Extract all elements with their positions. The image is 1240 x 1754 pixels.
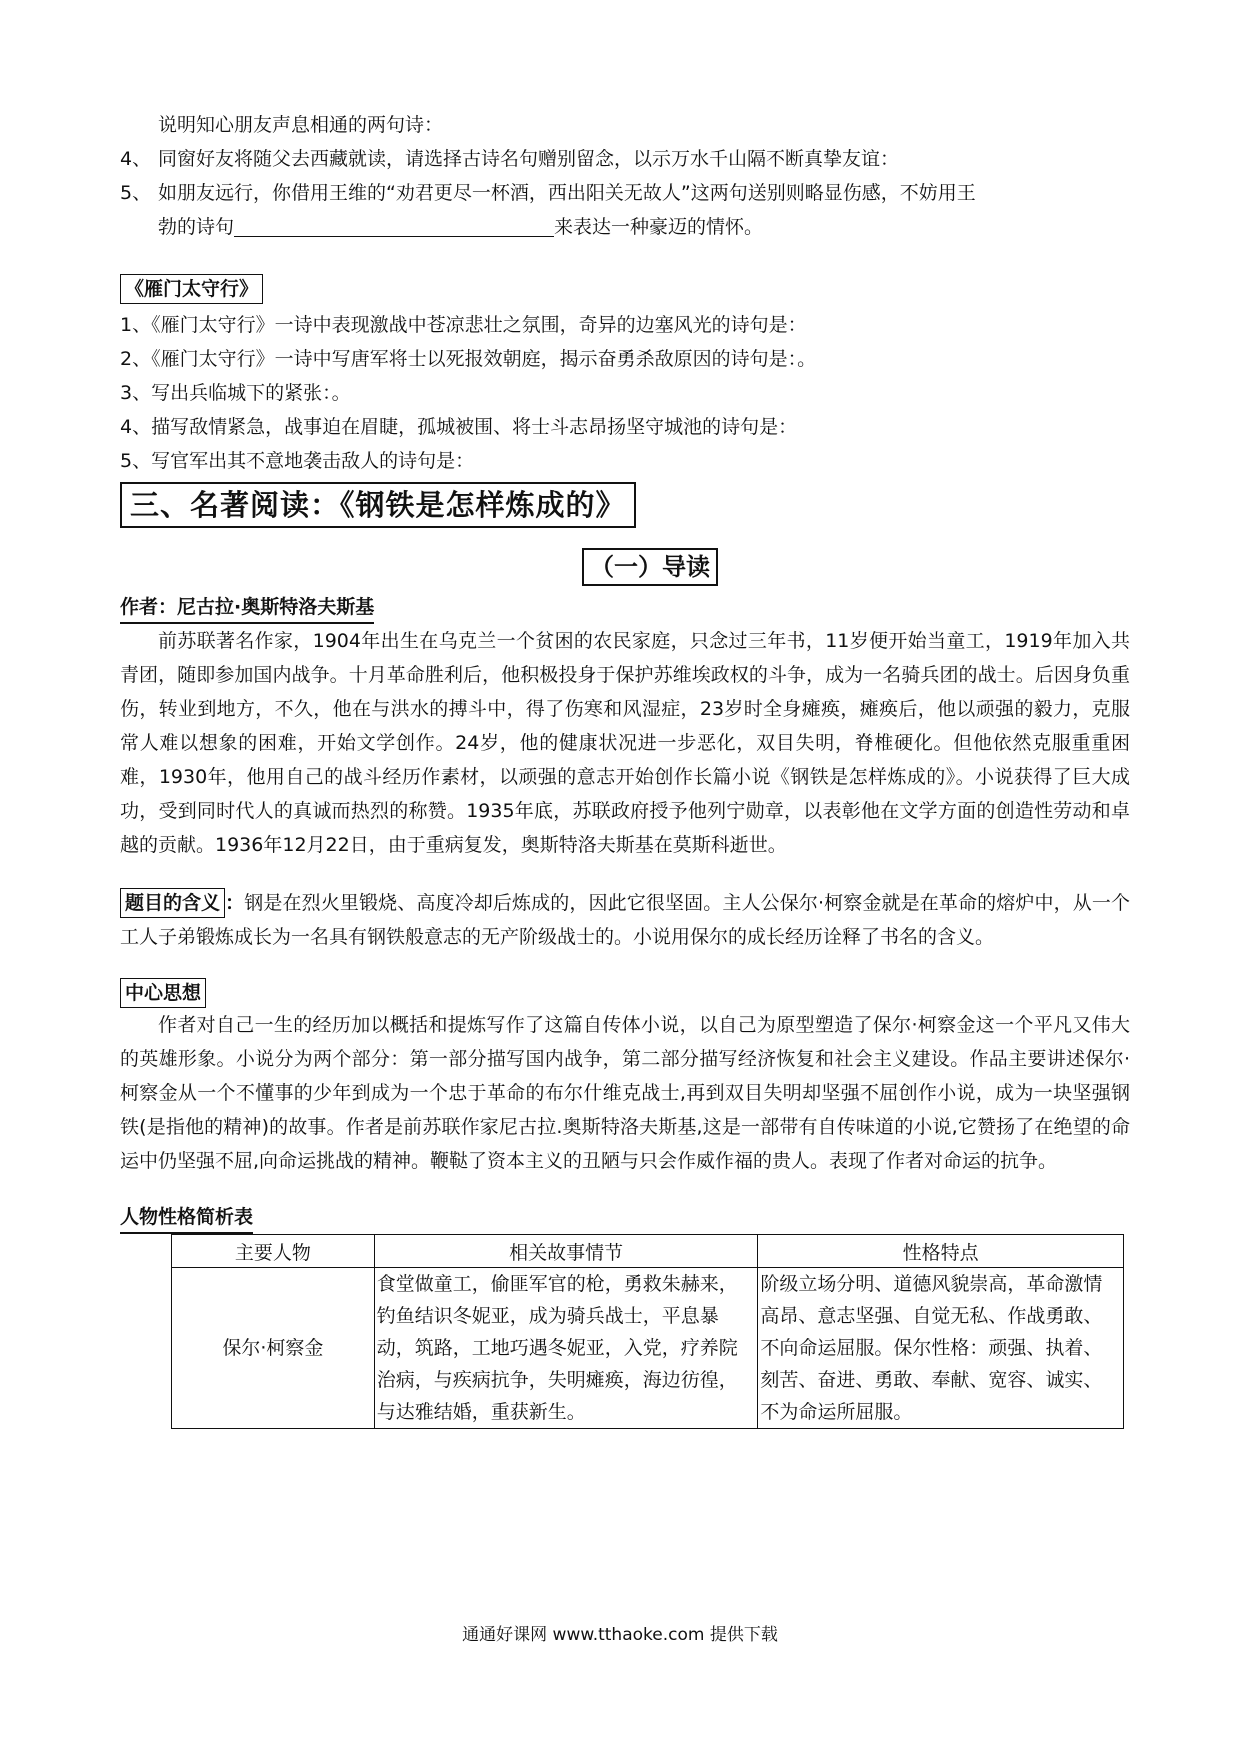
section-3-title: 三、名著阅读：《钢铁是怎样炼成的》	[120, 482, 636, 528]
page-footer: 通通好课网 www.tthaoke.com 提供下载	[462, 1625, 778, 1645]
yanmen-title: 《雁门太守行》	[120, 274, 263, 304]
header-cell: 相关故事情节	[374, 1235, 758, 1268]
table-header-row	[172, 1235, 1124, 1268]
guide-title: （一）导读	[582, 548, 718, 586]
meaning-text: 钢是在烈火里锻烧、高度冷却后炼成的，因此它很坚固。主人公保尔·柯察金就是在革命的熔炉中，从一个工人子弟锻炼成长为一名具有钢铁般意志的无产阶级战士的。小说用保尔的成长经历诠释了书名的含义。	[120, 892, 1130, 948]
page-content	[120, 108, 1130, 1429]
question-number: 4、	[120, 148, 152, 170]
answer-blank[interactable]	[234, 214, 554, 237]
question-text: 如朋友远行，你借用王维的“劝君更尽一杯酒，西出阳关无故人”这两句送别则略显伤感，不妨用王	[158, 182, 976, 204]
yanmen-item: 3、写出兵临城下的紧张：。	[120, 382, 351, 404]
question-5	[120, 176, 1130, 210]
character-traits: 阶级立场分明、道德风貌崇高，革命激情高昂、意志坚强、自觉无私、作战勇敢、不向命运屈服。保尔性格：顽强、执着、刻苦、奋进、勇敢、奉献、宽容、诚实、不为命运所屈服。	[758, 1268, 1124, 1429]
question-number: 5、	[120, 182, 152, 204]
header-cell: 性格特点	[758, 1235, 1124, 1268]
table-row	[172, 1268, 1124, 1429]
yanmen-item: 4、描写敌情紧急，战事迫在眉睫，孤城被围、将士斗志昂扬坚守城池的诗句是：	[120, 416, 798, 438]
question-text-part: 来表达一种豪迈的情怀。	[554, 216, 764, 238]
question-4	[120, 142, 1130, 176]
question-text-part: 勃的诗句	[158, 216, 235, 238]
header-cell: 主要人物	[172, 1235, 375, 1268]
character-name: 保尔·柯察金	[172, 1268, 375, 1429]
meaning-paragraph	[120, 886, 1130, 954]
yanmen-item: 1、《雁门太守行》一诗中表现激战中苍凉悲壮之氛围，奇异的边塞风光的诗句是：	[120, 314, 807, 336]
meaning-title: 题目的含义	[120, 888, 225, 918]
intro-line: 说明知心朋友声息相通的两句诗：	[158, 114, 444, 136]
yanmen-item: 5、写官军出其不意地袭击敌人的诗句是：	[120, 450, 475, 472]
character-table	[171, 1234, 1124, 1429]
yanmen-item: 2、《雁门太守行》一诗中写唐军将士以死报效朝庭，揭示奋勇杀敌原因的诗句是：。	[120, 348, 817, 370]
character-plot: 食堂做童工，偷匪军官的枪，勇救朱赫来，钓鱼结识冬妮亚，成为骑兵战士，平息暴动，筑路，工地巧遇冬妮亚，入党，疗养院治病，与疾病抗争，失明瘫痪，海边彷徨，与达雅结婚，重获新生。	[374, 1268, 758, 1429]
character-table-title: 人物性格简析表	[120, 1202, 253, 1234]
question-5-line2	[120, 210, 1130, 244]
meaning-colon: ：	[225, 892, 245, 914]
yanmen-section	[120, 274, 1130, 478]
author-title: 作者：尼古拉·奥斯特洛夫斯基	[120, 592, 374, 624]
character-table-section	[120, 1202, 1130, 1429]
question-text: 同窗好友将随父去西藏就读，请选择古诗名句赠别留念，以示万水千山隔不断真挚友谊：	[158, 148, 900, 170]
author-section	[120, 592, 1130, 862]
author-paragraph: 前苏联著名作家，1904年出生在乌克兰一个贫困的农民家庭，只念过三年书，11岁便开始当童工，1919年加入共青团，随即参加国内战争。十月革命胜利后，他积极投身于保护苏维埃政权的斗争，成为一名骑兵团的战士。后因身负重伤，转业到地方，不久，他在与洪水的搏斗中，得了伤寒和风湿症，23岁时全身瘫痪，瘫痪后，他以顽强的毅力，克服常人难以想象的困难，开始文学创作。24岁，他的健康状况进一步恶化，双目失明，脊椎硬化。但他依然克服重重困难，1930年，他用自己的战斗经历作素材，以顽强的意志开始创作长篇小说《钢铁是怎样炼成的》。小说获得了巨大成功，受到同时代人的真诚而热烈的称赞。1935年底，苏联政府授予他列宁勋章，以表彰他在文学方面的创造性劳动和卓越的贡献。1936年12月22日，由于重病复发，奥斯特洛夫斯基在莫斯科逝世。	[120, 630, 1130, 856]
central-paragraph: 作者对自己一生的经历加以概括和提炼写作了这篇自传体小说，以自己为原型塑造了保尔·柯察金这一个平凡又伟大的英雄形象。小说分为两个部分：第一部分描写国内战争，第二部分描写经济恢复和社会主义建设。作品主要讲述保尔·柯察金从一个不懂事的少年到成为一个忠于革命的布尔什维克战士,再到双目失明却坚强不屈创作小说，成为一块坚强钢铁(是指他的精神)的故事。作者是前苏联作家尼古拉.奥斯特洛夫斯基,这是一部带有自传味道的小说,它赞扬了在绝望的命运中仍坚强不屈,向命运挑战的精神。鞭鞑了资本主义的丑陋与只会作威作福的贵人。表现了作者对命运的抗争。	[120, 1014, 1130, 1172]
central-section	[120, 978, 1130, 1178]
central-title: 中心思想	[120, 978, 206, 1008]
meaning-section	[120, 886, 1130, 954]
